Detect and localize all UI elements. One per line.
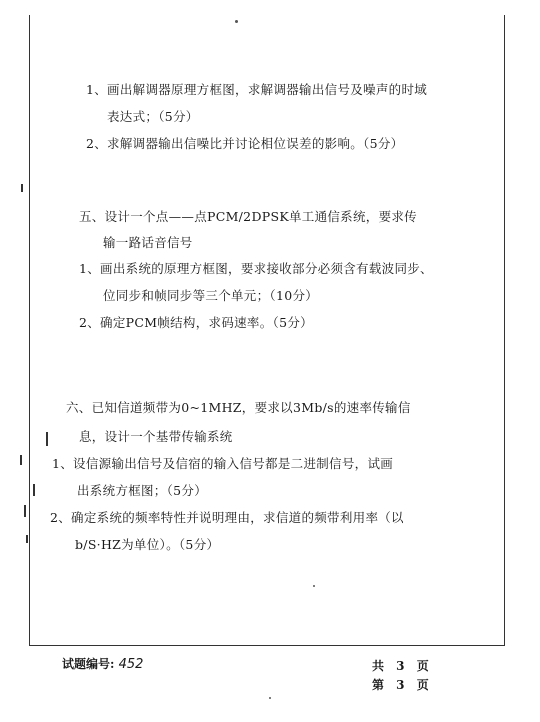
margin-mark [46,432,48,446]
margin-mark [21,184,23,192]
margin-mark [20,455,22,465]
q6-item-1: 1、设信源输出信号及信宿的输入信号都是二进制信号，试画 [52,456,394,471]
scan-speck [269,697,271,699]
q5-heading: 五、设计一个点——点PCM/2DPSK单工通信系统，要求传 [79,209,417,224]
margin-mark [33,484,35,496]
total-pages: 共 3 页 [372,659,429,673]
q6-item-1-cont: 出系统方框图；（5分） [77,483,208,498]
q4-item-2: 2、求解调器输出信噪比并讨论相位误差的影响。（5分） [86,136,404,151]
q6-item-2-cont: b/S·HZ为单位）。（5分） [75,537,220,552]
q5-item-1: 1、画出系统的原理方框图，要求接收部分必须含有载波同步、 [79,261,433,276]
q5-heading-cont: 输一路话音信号 [103,235,193,250]
q6-heading-cont: 息，设计一个基带传输系统 [79,429,233,444]
scan-speck [313,585,315,587]
current-page: 第 3 页 [372,678,429,692]
q4-item-1-cont: 表达式；（5分） [107,109,199,124]
q6-item-2: 2、确定系统的频率特性并说明理由，求信道的频带利用率（以 [50,510,404,525]
scan-speck [235,20,238,23]
exam-code [62,655,143,672]
q4-item-1: 1、画出解调器原理方框图，求解调器输出信号及噪声的时域 [86,82,428,97]
margin-mark [24,505,26,517]
q6-heading: 六、已知信道频带为0~1MHZ，要求以3Mb/s的速率传输信 [66,400,411,415]
exam-code-label: 试题编号: [62,657,115,671]
q5-item-2: 2、确定PCM帧结构，求码速率。（5分） [79,315,313,330]
q5-item-1-cont: 位同步和帧同步等三个单元；（10分） [103,288,319,303]
margin-mark [26,535,28,543]
exam-code-value: 452 [118,657,144,672]
